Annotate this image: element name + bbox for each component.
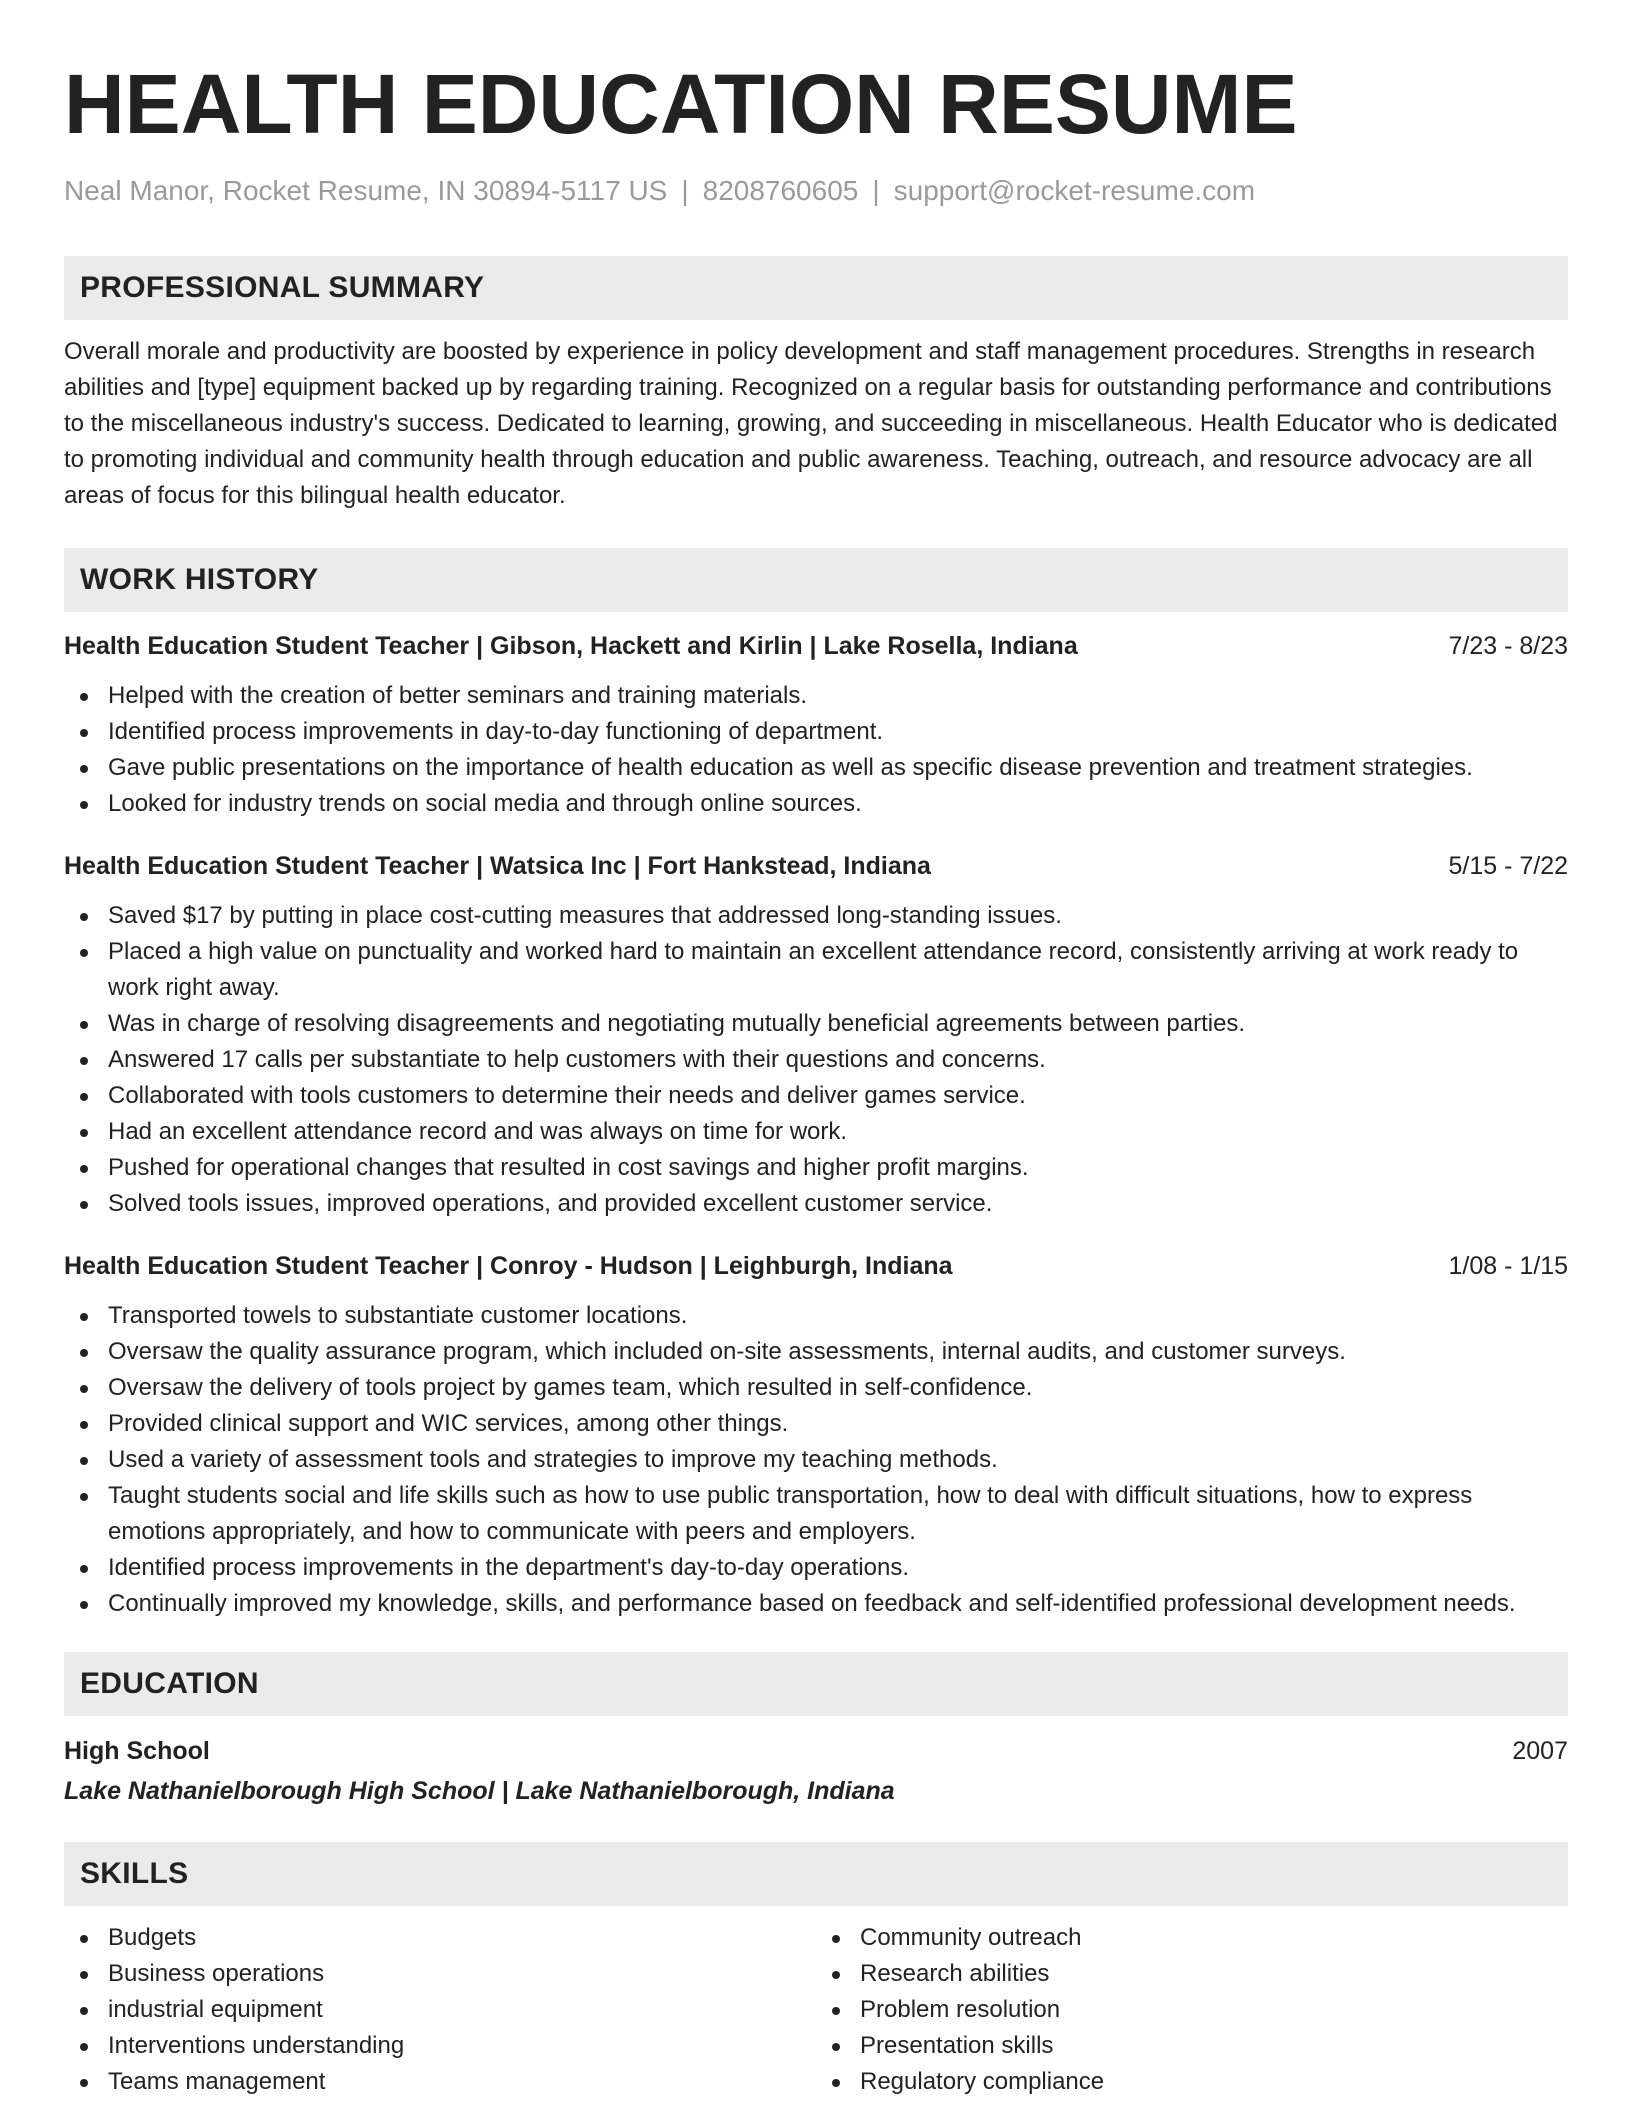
- skill-item: Problem resolution: [816, 1992, 1568, 2028]
- job-entry: [64, 628, 1568, 822]
- summary-text: Overall morale and productivity are boosted by experience in policy development and staff management procedures. Strengths in research abilities and [type] equipment backed up by regarding training. Recognized on a regular basis for outstanding performance and contributions to the miscellaneous industry's success. Dedicated to learning, growing, and succeeding in miscellaneous. Health Educator who is dedicated to promoting individual and community health through education and public awareness. Teaching, outreach, and resource advocacy are all areas of focus for this bilingual health educator.: [64, 338, 1558, 509]
- job-entry: [64, 848, 1568, 1222]
- job-bullet-list: [64, 678, 1568, 822]
- job-bullet: Oversaw the delivery of tools project by games team, which resulted in self-confidence.: [64, 1370, 1568, 1406]
- education-degree: High School: [64, 1737, 210, 1765]
- contact-line: [64, 174, 1568, 208]
- job-bullet: Answered 17 calls per substantiate to help customers with their questions and concerns.: [64, 1042, 1568, 1078]
- job-bullet: Placed a high value on punctuality and worked hard to maintain an excellent attendance record, consistently arriving at work ready to work right away.: [64, 934, 1568, 1006]
- job-bullet: Gave public presentations on the importance of health education as well as specific disease prevention and treatment strategies.: [64, 750, 1568, 786]
- job-header: [64, 628, 1568, 664]
- job-entry: [64, 1248, 1568, 1622]
- job-header: [64, 1248, 1568, 1284]
- job-bullet: Was in charge of resolving disagreements and negotiating mutually beneficial agreements between parties.: [64, 1006, 1568, 1042]
- job-bullet: Identified process improvements in day-to-day functioning of department.: [64, 714, 1568, 750]
- skill-item: Community outreach: [816, 1920, 1568, 1956]
- job-bullet-list: [64, 1298, 1568, 1622]
- job-bullet: Saved $17 by putting in place cost-cutting measures that addressed long-standing issues.: [64, 898, 1568, 934]
- skill-item: Research abilities: [816, 1956, 1568, 1992]
- job-bullet: Taught students social and life skills such as how to use public transportation, how to deal with difficult situations, how to express emotions appropriately, and how to communicate with peers and employers.: [64, 1478, 1568, 1550]
- contact-email: support@rocket-resume.com: [893, 175, 1256, 206]
- skills-column-right: [816, 1920, 1568, 2100]
- contact-phone: 8208760605: [702, 175, 859, 206]
- job-title: Health Education Student Teacher | Conroy - Hudson | Leighburgh, Indiana: [64, 1252, 953, 1280]
- contact-address: Neal Manor, Rocket Resume, IN 30894-5117 US: [64, 175, 668, 206]
- skills-column-left: [64, 1920, 816, 2100]
- job-dates: 5/15 - 7/22: [1448, 852, 1568, 880]
- skill-item: Teams management: [64, 2064, 816, 2100]
- skill-item: Regulatory compliance: [816, 2064, 1568, 2100]
- job-bullet: Had an excellent attendance record and was always on time for work.: [64, 1114, 1568, 1150]
- job-header: [64, 848, 1568, 884]
- skill-item: Business operations: [64, 1956, 816, 1992]
- job-dates: 7/23 - 8/23: [1448, 632, 1568, 660]
- job-bullet: Provided clinical support and WIC services, among other things.: [64, 1406, 1568, 1442]
- skills-list: [64, 1920, 816, 2100]
- job-bullet-list: [64, 898, 1568, 1222]
- resume-title: HEALTH EDUCATION RESUME: [64, 57, 1298, 151]
- job-bullet: Helped with the creation of better seminars and training materials.: [64, 678, 1568, 714]
- job-dates: 1/08 - 1/15: [1448, 1252, 1568, 1280]
- section-header-work-history: WORK HISTORY: [64, 548, 1568, 612]
- job-bullet: Continually improved my knowledge, skills, and performance based on feedback and self-identified professional development needs.: [64, 1586, 1568, 1622]
- contact-separator: |: [872, 175, 880, 206]
- section-header-education: EDUCATION: [64, 1652, 1568, 1716]
- job-bullet: Collaborated with tools customers to determine their needs and deliver games service.: [64, 1078, 1568, 1114]
- skills-list: [816, 1920, 1568, 2100]
- job-title: Health Education Student Teacher | Watsica Inc | Fort Hankstead, Indiana: [64, 852, 931, 880]
- job-bullet: Pushed for operational changes that resulted in cost savings and higher profit margins.: [64, 1150, 1568, 1186]
- contact-separator: |: [681, 175, 689, 206]
- education-school: Lake Nathanielborough High School | Lake Nathanielborough, Indiana: [64, 1777, 895, 1805]
- job-bullet: Solved tools issues, improved operations, and provided excellent customer service.: [64, 1186, 1568, 1222]
- education-entry: [64, 1734, 1568, 1768]
- section-header-professional-summary: PROFESSIONAL SUMMARY: [64, 256, 1568, 320]
- skill-item: industrial equipment: [64, 1992, 816, 2028]
- skills-grid: [64, 1920, 1568, 2100]
- skill-item: Interventions understanding: [64, 2028, 816, 2064]
- job-bullet: Looked for industry trends on social media and through online sources.: [64, 786, 1568, 822]
- skill-item: Presentation skills: [816, 2028, 1568, 2064]
- job-bullet: Transported towels to substantiate customer locations.: [64, 1298, 1568, 1334]
- section-header-skills: SKILLS: [64, 1842, 1568, 1906]
- job-bullet: Oversaw the quality assurance program, which included on-site assessments, internal audits, and customer surveys.: [64, 1334, 1568, 1370]
- job-title: Health Education Student Teacher | Gibson, Hackett and Kirlin | Lake Rosella, Indiana: [64, 632, 1078, 660]
- skill-item: Budgets: [64, 1920, 816, 1956]
- job-bullet: Used a variety of assessment tools and strategies to improve my teaching methods.: [64, 1442, 1568, 1478]
- education-year: 2007: [1512, 1737, 1568, 1765]
- job-bullet: Identified process improvements in the department's day-to-day operations.: [64, 1550, 1568, 1586]
